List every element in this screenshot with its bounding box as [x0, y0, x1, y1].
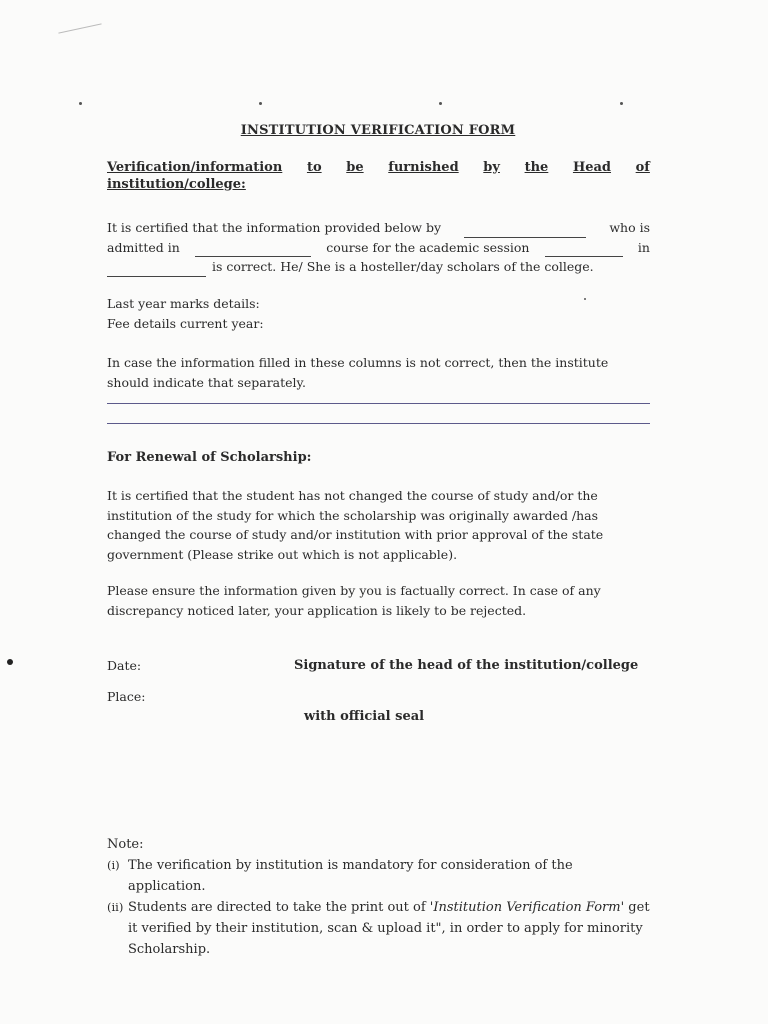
form-title: INSTITUTION VERIFICATION FORM	[240, 123, 516, 138]
cert-text: It is certified that the information provided below by	[107, 220, 442, 235]
ensure-text: Please ensure the information given by you is factually correct. In case of any discrepancy noticed later, your application is likely to be rejected.	[107, 583, 601, 618]
scan-speck	[259, 102, 262, 105]
heading-line-2: institution/college:	[107, 177, 246, 192]
scan-mark	[58, 23, 101, 33]
course-blank[interactable]	[195, 244, 311, 257]
student-name-blank[interactable]	[464, 225, 586, 238]
fee-details-label: Fee details current year:	[107, 315, 264, 331]
note-text: The verification by institution is mandatory for consideration of the application.	[128, 858, 573, 894]
college-blank[interactable]	[107, 264, 206, 277]
scan-speck	[79, 102, 82, 105]
renewal-certified-text: It is certified that the student has not changed the course of study and/or the institution of the study for which the scholarship was originally awarded /has changed the course of study and/or institution with prior approval of the state government (Please strike out which is not applicable).	[107, 488, 604, 562]
note-text: get it verified by their institution, scan & upload it", in order to apply for minority Scholarship.	[128, 900, 650, 957]
cert-text: in	[637, 239, 650, 255]
heading-word: the	[524, 160, 549, 175]
renewal-heading: For Renewal of Scholarship:	[107, 450, 312, 465]
scan-speck	[620, 102, 623, 105]
remarks-line[interactable]	[107, 423, 650, 424]
note-item	[107, 897, 650, 960]
signature-label: Signature of the head of the institution/college	[294, 658, 639, 673]
cert-text: is correct. He/ She is a hosteller/day scholars of the college.	[212, 259, 594, 274]
verification-heading	[107, 160, 650, 192]
note-list	[107, 855, 650, 960]
last-year-marks-label: Last year marks details:	[107, 296, 260, 311]
note-number: (ii)	[107, 900, 124, 914]
remarks-line[interactable]	[107, 403, 650, 404]
heading-word: furnished	[388, 160, 459, 175]
seal-label: with official seal	[304, 709, 425, 724]
scan-dot	[7, 659, 13, 665]
session-blank[interactable]	[545, 244, 623, 257]
cert-text: who is	[609, 220, 650, 235]
note-number: (i)	[107, 858, 120, 872]
heading-word: be	[346, 160, 364, 175]
heading-word: of	[635, 160, 650, 175]
details-block	[107, 294, 650, 333]
certification-paragraph	[107, 218, 650, 277]
note-block	[107, 834, 650, 960]
place-label: Place:	[107, 689, 146, 704]
heading-word: Head	[572, 160, 612, 175]
note-text: Students are directed to take the print out of '	[128, 900, 434, 915]
heading-word: Verification/information	[107, 160, 283, 175]
note-item	[107, 855, 650, 897]
heading-word: to	[306, 160, 322, 175]
heading-word: by	[483, 160, 500, 175]
note-italic-form-name: Institution Verification Form'	[433, 900, 625, 915]
cert-text: course for the academic session	[326, 239, 530, 255]
info-not-correct-text: In case the information filled in these columns is not correct, then the institute should indicate that separately.	[107, 355, 609, 390]
scan-speck	[439, 102, 442, 105]
note-label: Note:	[107, 837, 144, 852]
cert-text: admitted in	[107, 239, 180, 255]
date-label: Date:	[107, 658, 142, 673]
